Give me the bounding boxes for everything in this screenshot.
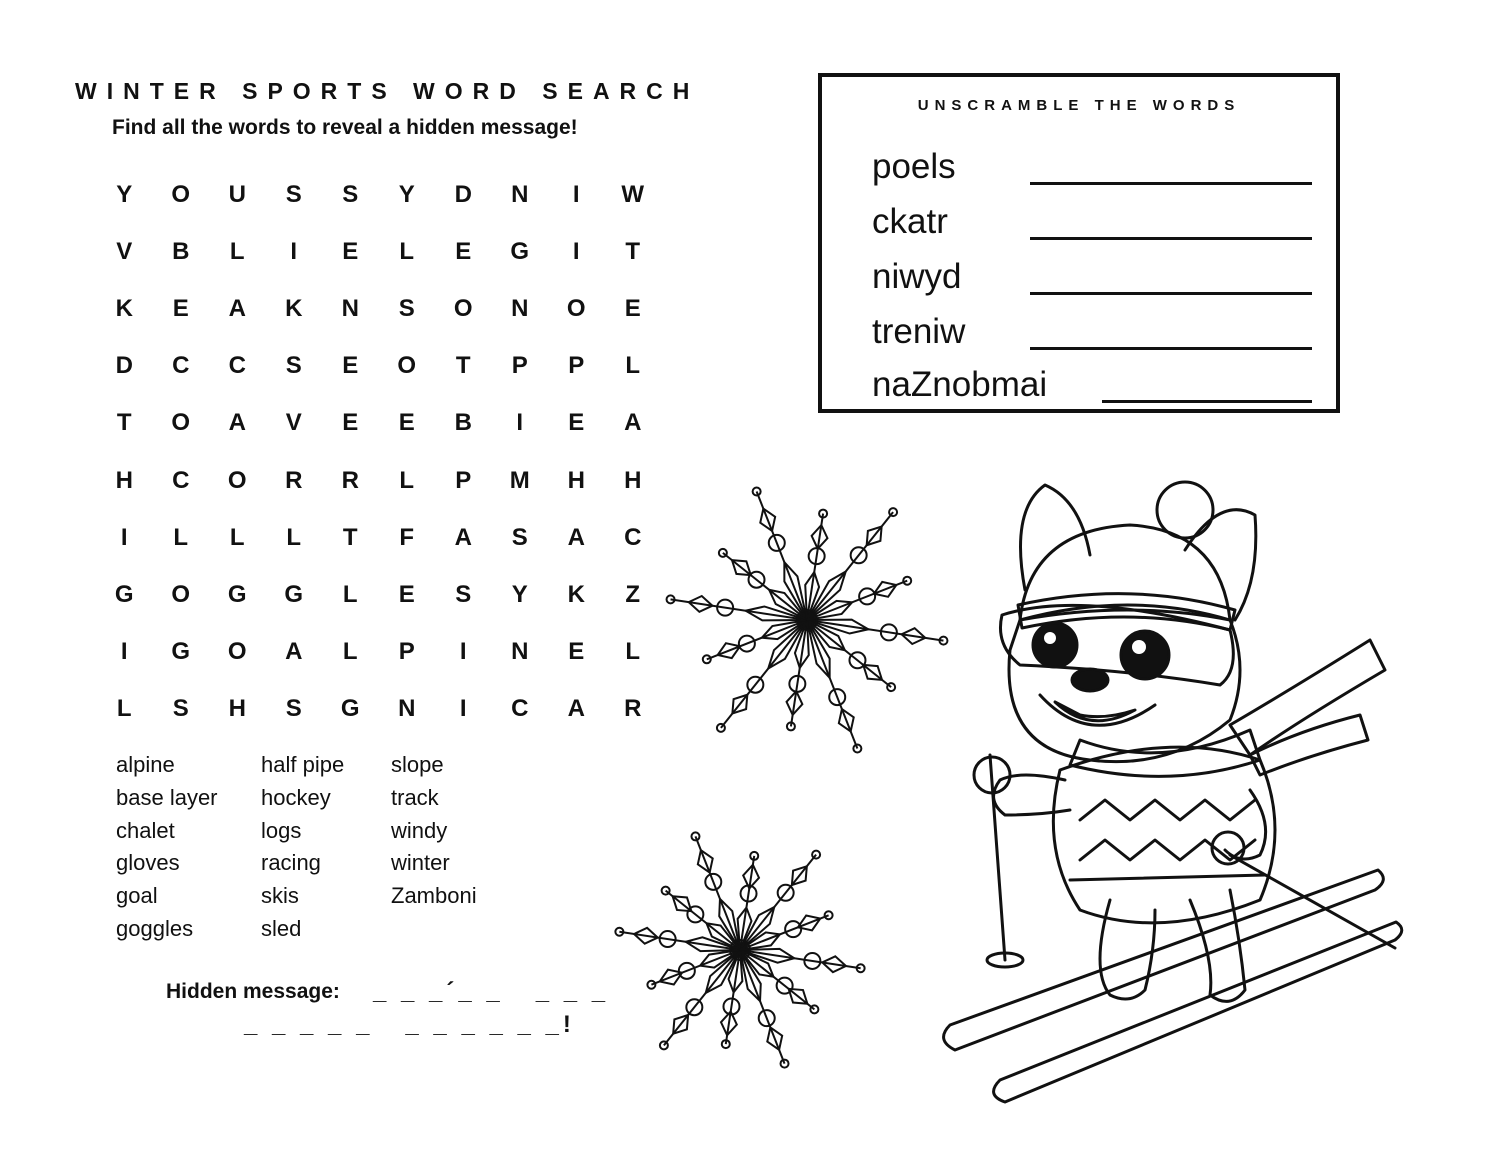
grid-letter: L — [116, 695, 132, 723]
grid-letter: H — [624, 466, 642, 494]
grid-letter: E — [398, 409, 415, 437]
word-list-item: goal — [116, 883, 158, 909]
grid-letter: K — [285, 294, 303, 322]
left-ski — [944, 870, 1384, 1050]
unscramble-row — [872, 304, 1072, 354]
grid-letter: G — [227, 580, 247, 608]
grid-letter: I — [572, 180, 580, 208]
pom-pom — [1157, 482, 1213, 538]
grid-letter: A — [567, 523, 585, 551]
grid-letter: L — [399, 237, 415, 265]
grid-letter: V — [285, 409, 302, 437]
grid-letter: L — [229, 237, 245, 265]
grid-letter: B — [454, 409, 472, 437]
grid-letter: C — [511, 695, 529, 723]
sweater — [1053, 747, 1275, 923]
grid-letter: S — [285, 352, 302, 380]
word-list-item: track — [391, 784, 439, 810]
grid-letter: S — [511, 523, 528, 551]
unscramble-box — [818, 73, 1340, 413]
grid-letter: E — [455, 237, 472, 265]
word-list-item: logs — [261, 817, 302, 843]
grid-letter: S — [285, 180, 302, 208]
grid-letter: C — [624, 523, 642, 551]
grid-letter: B — [172, 237, 190, 265]
scrambled-word: naZnobmai — [872, 365, 1048, 404]
grid-letter: E — [342, 352, 359, 380]
grid-letter: C — [172, 352, 190, 380]
grid-letter: L — [625, 638, 641, 666]
french-bulldog-skier-illustration — [930, 470, 1410, 1110]
grid-letter: G — [284, 580, 304, 608]
word-list-item: Zamboni — [391, 883, 477, 909]
grid-letter: H — [567, 466, 585, 494]
grid-letter: I — [516, 409, 524, 437]
word-list-item: sled — [261, 915, 302, 941]
word-list-item: gloves — [116, 850, 180, 876]
grid-letter: D — [454, 180, 472, 208]
answer-line[interactable] — [1102, 400, 1312, 403]
unscramble-row — [872, 249, 1072, 299]
grid-letter: T — [116, 409, 132, 437]
word-list-item: hockey — [261, 784, 331, 810]
grid-letter: G — [340, 695, 360, 723]
grid-letter: S — [455, 580, 472, 608]
grid-letter: S — [398, 294, 415, 322]
grid-letter: V — [116, 237, 133, 265]
grid-letter: P — [398, 638, 415, 666]
grid-letter: I — [572, 237, 580, 265]
grid-letter: P — [455, 466, 472, 494]
grid-letter: O — [227, 638, 247, 666]
grid-letter: I — [459, 695, 467, 723]
hidden-message-label: Hidden message: — [166, 980, 340, 1003]
grid-letter: L — [286, 523, 302, 551]
unscramble-title: UNSCRAMBLE THE WORDS — [917, 97, 1241, 114]
grid-letter: P — [511, 352, 528, 380]
grid-letter: E — [624, 294, 641, 322]
grid-letter: S — [342, 180, 359, 208]
grid-letter: Z — [625, 580, 641, 608]
grid-letter: P — [568, 352, 585, 380]
grid-letter: A — [624, 409, 642, 437]
grid-letter: E — [342, 409, 359, 437]
grid-letter: O — [171, 580, 191, 608]
answer-line[interactable] — [1030, 347, 1312, 350]
grid-letter: O — [397, 352, 417, 380]
hidden-message-blanks-line-1: _ _ _´_ _ _ _ _ — [373, 978, 610, 1005]
grid-letter: I — [459, 638, 467, 666]
grid-letter: W — [621, 180, 645, 208]
grid-letter: O — [171, 409, 191, 437]
grid-letter: Y — [116, 180, 133, 208]
answer-line[interactable] — [1030, 182, 1312, 185]
grid-letter: L — [342, 580, 358, 608]
grid-letter: O — [227, 466, 247, 494]
answer-line[interactable] — [1030, 292, 1312, 295]
hidden-message-blanks-line-2: _ _ _ _ _ _ _ _ _ _ _! — [244, 1011, 575, 1038]
word-list-item: windy — [391, 817, 448, 843]
grid-letter: T — [342, 523, 358, 551]
grid-letter: R — [624, 695, 642, 723]
grid-letter: S — [172, 695, 189, 723]
grid-letter: H — [115, 466, 133, 494]
grid-letter: E — [568, 638, 585, 666]
grid-letter: R — [341, 466, 359, 494]
grid-letter: G — [171, 638, 191, 666]
grid-letter: L — [399, 466, 415, 494]
grid-letter: H — [228, 695, 246, 723]
grid-letter: N — [341, 294, 359, 322]
grid-letter: A — [454, 523, 472, 551]
word-list-item: skis — [261, 883, 299, 909]
word-search-grid — [96, 166, 661, 738]
grid-letter: E — [342, 237, 359, 265]
grid-letter: E — [568, 409, 585, 437]
word-list-item: racing — [261, 850, 321, 876]
page-subtitle: Find all the words to reveal a hidden message! — [112, 116, 578, 139]
scrambled-word: ckatr — [872, 202, 948, 241]
grid-letter: F — [399, 523, 415, 551]
scrambled-word: treniw — [872, 312, 966, 351]
grid-letter: O — [171, 180, 191, 208]
grid-letter: R — [285, 466, 303, 494]
grid-letter: I — [290, 237, 298, 265]
snowflake-icon — [655, 475, 960, 765]
word-list — [116, 752, 521, 949]
word-list-empty — [391, 916, 521, 949]
grid-letter: O — [453, 294, 473, 322]
scrambled-word: poels — [872, 147, 956, 186]
grid-letter: S — [285, 695, 302, 723]
grid-letter: L — [625, 352, 641, 380]
grid-letter: N — [511, 180, 529, 208]
word-list-item: alpine — [116, 752, 175, 777]
word-list-item: goggles — [116, 915, 194, 941]
scrambled-word: niwyd — [872, 257, 962, 296]
grid-letter: T — [625, 237, 641, 265]
word-list-item: slope — [391, 752, 444, 777]
answer-line[interactable] — [1030, 237, 1312, 240]
grid-letter: C — [172, 466, 190, 494]
unscramble-row — [872, 357, 1072, 407]
word-list-item: chalet — [116, 817, 175, 843]
word-list-item: half pipe — [261, 752, 345, 777]
grid-letter: G — [510, 237, 530, 265]
grid-letter: A — [228, 409, 246, 437]
grid-letter: E — [172, 294, 189, 322]
grid-letter: L — [342, 638, 358, 666]
grid-letter: G — [114, 580, 134, 608]
unscramble-row — [872, 194, 1072, 244]
word-list-item: base layer — [116, 784, 218, 810]
grid-letter: I — [120, 523, 128, 551]
grid-letter: Y — [398, 180, 415, 208]
grid-letter: T — [455, 352, 471, 380]
grid-letter: N — [511, 294, 529, 322]
grid-letter: I — [120, 638, 128, 666]
grid-letter: O — [566, 294, 586, 322]
grid-letter: A — [285, 638, 303, 666]
grid-letter: L — [229, 523, 245, 551]
page-title: WINTER SPORTS WORD SEARCH — [75, 78, 700, 104]
snowflake-icon — [608, 820, 873, 1080]
word-list-item: winter — [391, 850, 450, 876]
grid-letter: Y — [511, 580, 528, 608]
grid-letter: A — [567, 695, 585, 723]
unscramble-row — [872, 139, 1072, 189]
grid-letter: U — [228, 180, 246, 208]
grid-letter: M — [509, 466, 530, 494]
grid-letter: A — [228, 294, 246, 322]
grid-letter: C — [228, 352, 246, 380]
grid-letter: N — [398, 695, 416, 723]
grid-letter: L — [173, 523, 189, 551]
grid-letter: D — [115, 352, 133, 380]
grid-letter: N — [511, 638, 529, 666]
grid-letter: K — [115, 294, 133, 322]
grid-letter: K — [567, 580, 585, 608]
grid-letter: E — [398, 580, 415, 608]
